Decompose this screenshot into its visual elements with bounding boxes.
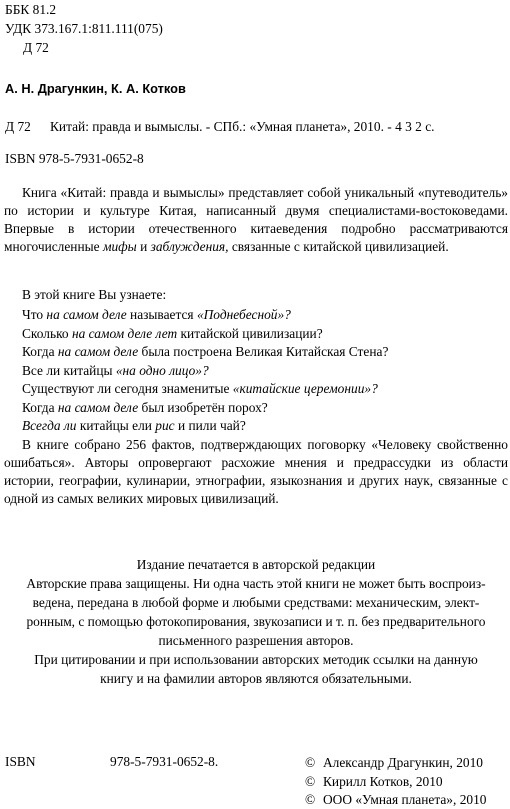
edition-note: Издание печатается в авторской редакции <box>136 557 376 572</box>
rights-block <box>4 555 508 688</box>
bibliographic-block <box>5 0 163 57</box>
and-word: и <box>136 239 151 254</box>
authors-line: А. Н. Драгункин, К. А. Котков <box>5 81 186 96</box>
record-code: Д 72 <box>5 119 31 134</box>
rights-line: ронным, с помощью фотокопирования, звукозаписи и т. п. без предварительного <box>26 614 486 629</box>
question-item: Все ли китайцы «на одно лицо»? <box>22 362 209 378</box>
udk-code: УДК 373.167.1:811.111(075) <box>5 21 163 36</box>
copyright-icon: © <box>305 755 316 770</box>
question-item: Сколько на самом деле лет китайской цивилизации? <box>22 325 323 341</box>
record-description: Китай: правда и вымыслы. - СПб.: «Умная планета», 2010. - 4 3 2 с. <box>50 119 435 134</box>
isbn-bottom-number: 978-5-7931-0652-8. <box>110 754 219 769</box>
question-item: Что на самом деле называется «Поднебесной»? <box>22 307 291 322</box>
book-description-paragraph <box>4 184 508 256</box>
copyright-icon: © <box>305 792 316 807</box>
rights-line: книгу и на фамилии авторов являются обязательными. <box>100 671 412 686</box>
bbk-code: ББК 81.2 <box>5 2 57 17</box>
copyright-icon: © <box>305 774 316 789</box>
rights-line: При цитировании и при использовании авторских методик ссылки на данную <box>34 652 478 667</box>
copyright-line: © Александр Драгункин, 2010 <box>305 755 483 770</box>
author-mark: Д 72 <box>23 40 49 55</box>
rights-line: Авторские права защищены. Ни одна часть этой книги не может быть воспроиз- <box>26 576 486 591</box>
questions-list <box>22 306 388 436</box>
rights-line: ведена, передана в любой форме и любыми средствами: механическим, элект- <box>32 595 480 610</box>
myths-word: мифы <box>102 239 137 254</box>
facts-paragraph: В книге собрано 256 фактов, подтверждающих поговорку «Человеку свойственно ошибаться». Авторы опровергают расхожие мнения и предрассудки из области истории, географии, кулинарии, этнографии, языкознания и других наук, связанные с одной из самых великих мировых цивилизаций. <box>4 437 508 506</box>
delusions-word: заблуждения, <box>150 239 229 254</box>
isbn-top: ISBN 978-5-7931-0652-8 <box>5 151 144 166</box>
isbn-bottom-label: ISBN <box>5 754 36 769</box>
description-text-end: связанные с китайской цивилизацией. <box>228 239 449 254</box>
question-item: Всегда ли китайцы ели рис и пили чай? <box>22 418 246 433</box>
description-text: Книга «Китай: правда и вымыслы» представляет собой уникальный «путеводитель» по истории и культуре Китая, написанный двумя специалистами-востоковедами. Впервые в истории отечественного китаеведения подробно рассматриваются многочисленные <box>4 185 508 254</box>
question-item: Существуют ли сегодня знаменитые «китайские церемонии»? <box>22 381 378 396</box>
copyright-line: © ООО «Умная планета», 2010 <box>305 792 487 807</box>
question-item: Когда на самом деле был изобретён порох? <box>22 399 268 415</box>
intro-line: В этой книге Вы узнаете: <box>22 287 167 302</box>
question-item: Когда на самом деле была построена Великая Китайская Стена? <box>22 344 389 359</box>
copyright-line: © Кирилл Котков, 2010 <box>305 774 443 789</box>
catalog-record <box>5 118 435 136</box>
rights-line: письменного разрешения авторов. <box>158 633 354 648</box>
